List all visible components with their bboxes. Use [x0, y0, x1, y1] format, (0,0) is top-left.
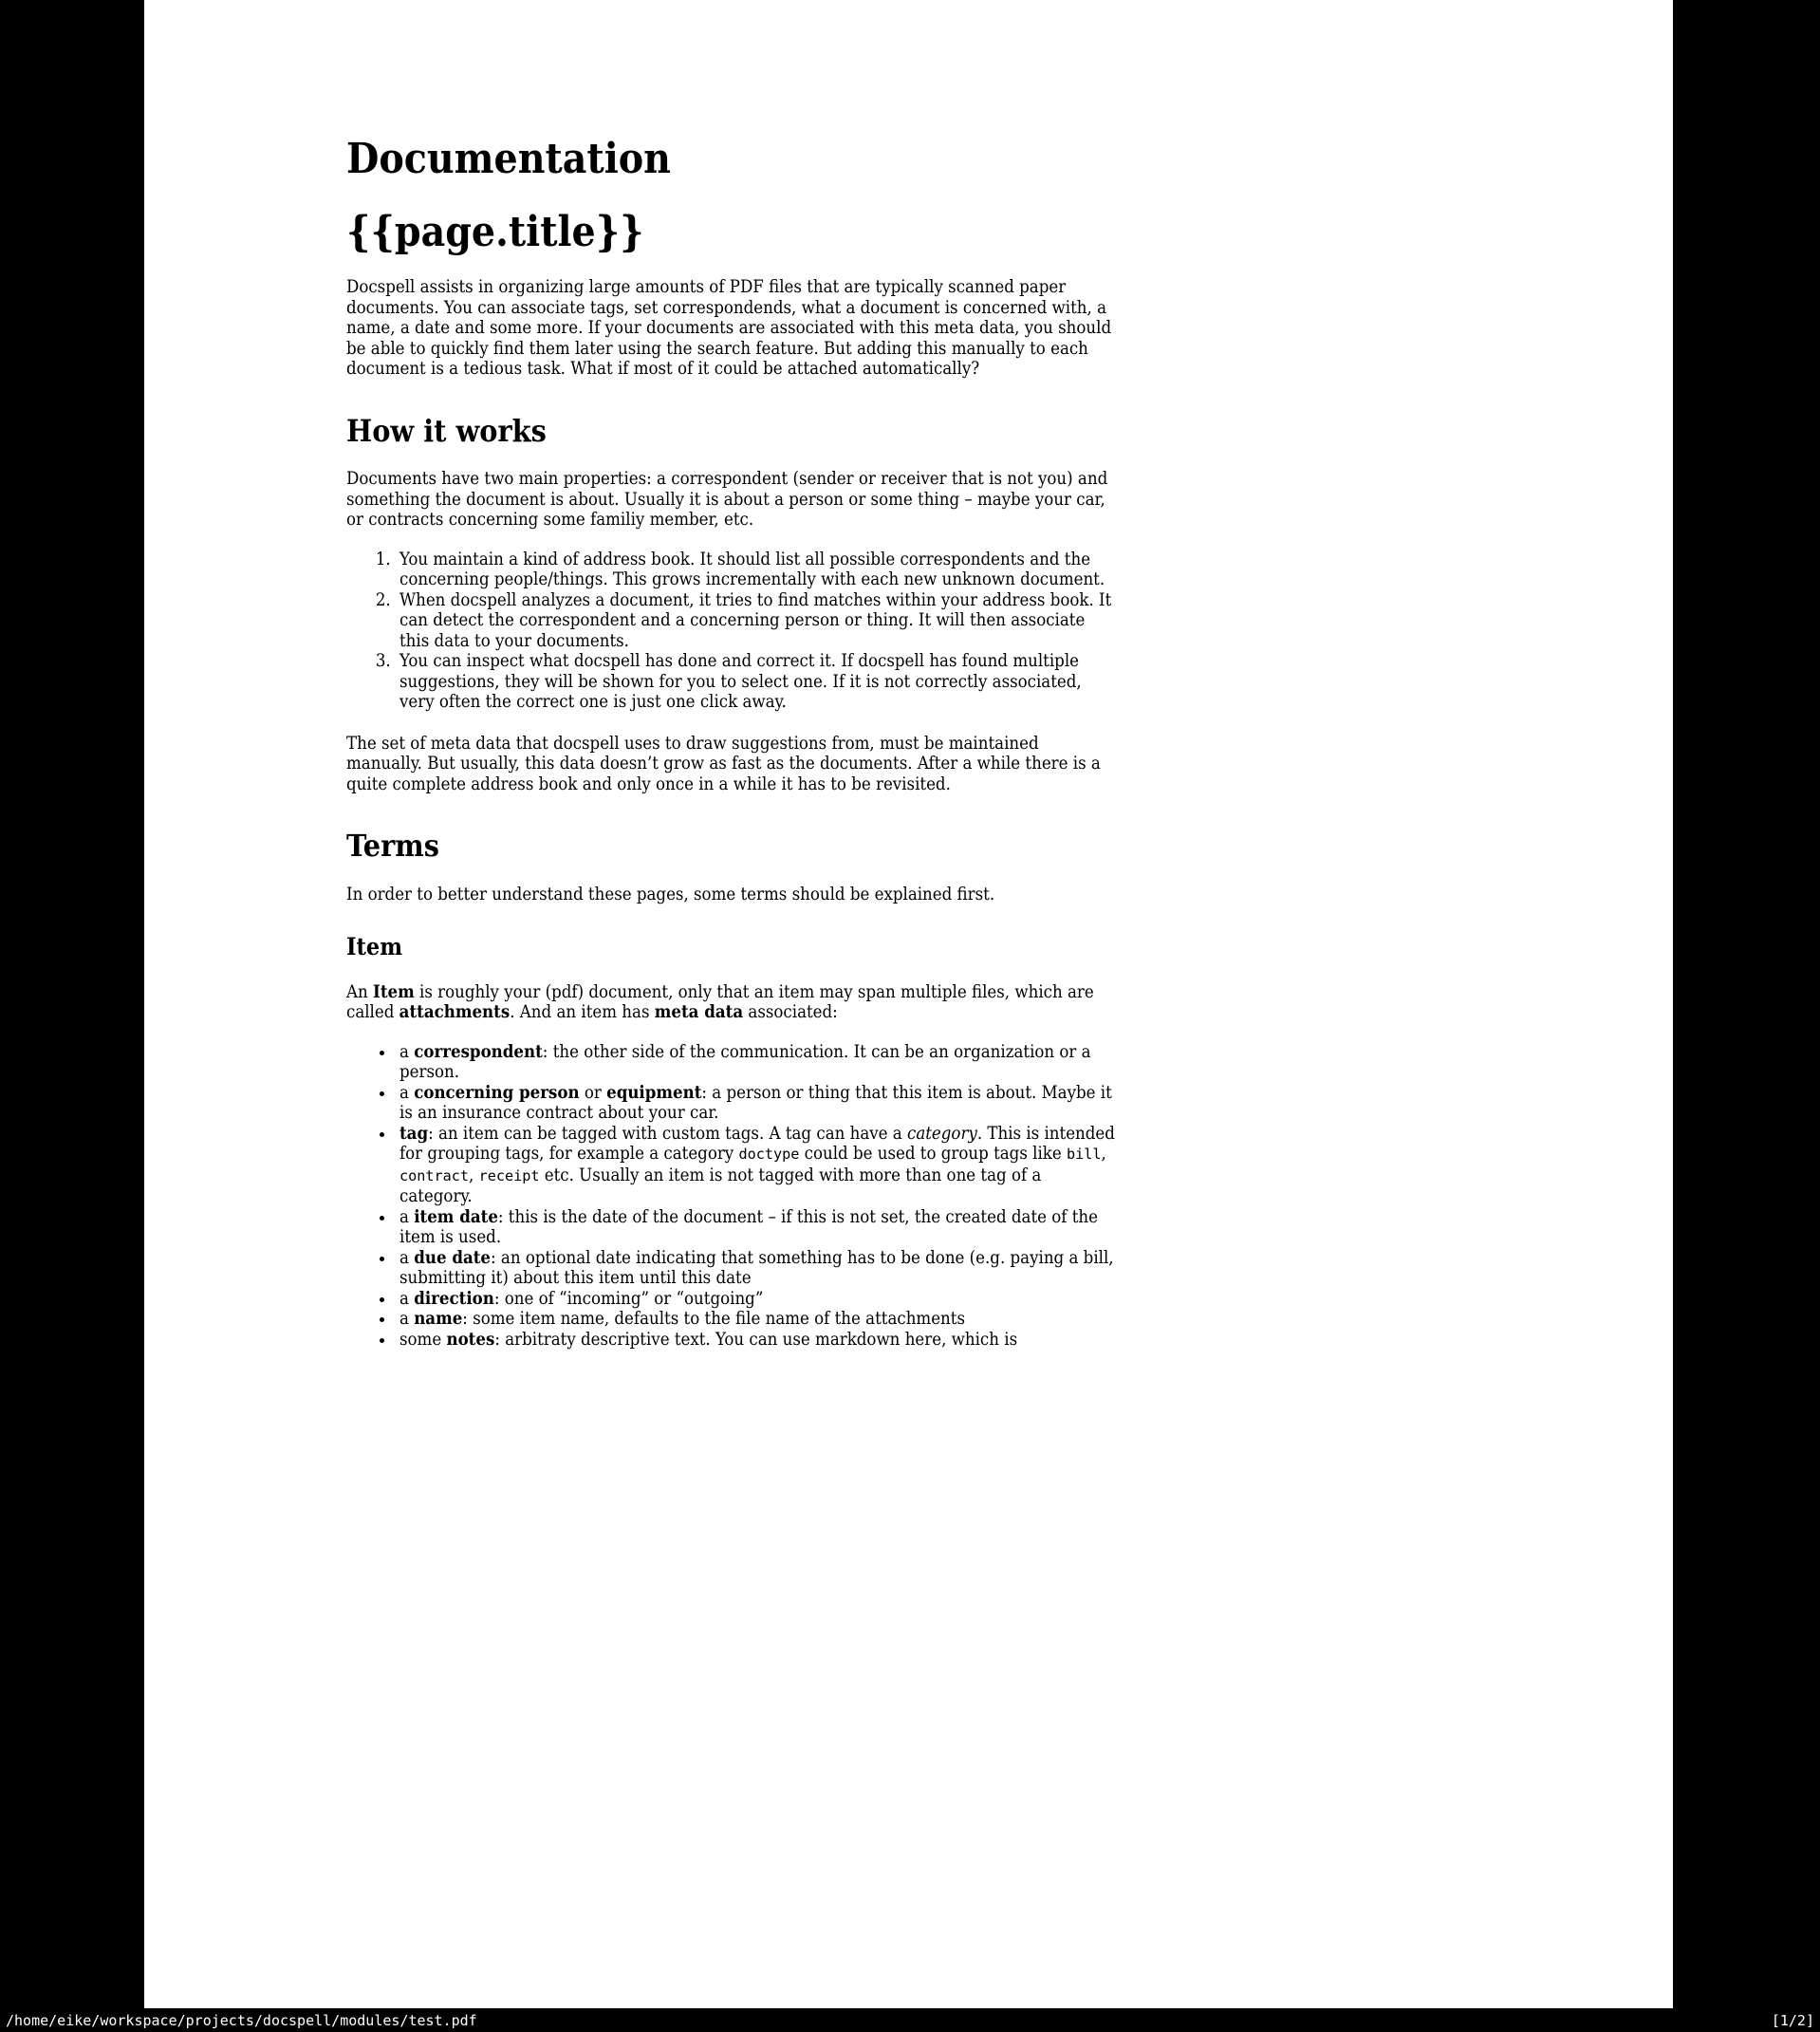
text-run: Item [346, 932, 403, 960]
list-item [396, 1207, 1115, 1248]
heading-h1 [346, 209, 1115, 257]
code-span: bill [1067, 1146, 1102, 1164]
list-item [396, 1042, 1115, 1083]
text-run: The set of meta data that docspell uses to draw suggestions from, must be maintained manually. But usually, this data doesn’t grow as fast as the documents. After a while there is a quite complete address book and only once in a while it has to be revisited. [346, 733, 1101, 794]
text-run: When docspell analyzes a document, it tries to find matches within your address book. It can detect the correspondent and a concerning person or thing. It will then associate this data to your documents. [399, 589, 1112, 651]
text-run: some [399, 1329, 447, 1350]
text-run: is roughly your (pdf) document, only that an item may span multiple files, which are called [346, 981, 1094, 1023]
paragraph [346, 885, 1115, 905]
text-run: How it works [346, 412, 547, 449]
text-run: a [399, 1206, 415, 1227]
list-item [396, 651, 1115, 713]
list-item [396, 1330, 1115, 1351]
heading-h2 [346, 829, 1115, 864]
text-run: a [399, 1247, 415, 1268]
list-item [396, 590, 1115, 652]
list-item [396, 1124, 1115, 1207]
list-item [396, 550, 1115, 590]
bullet-list [346, 1042, 1115, 1351]
text-run: etc. Usually an item is not tagged with more than one tag of a category. [399, 1165, 1042, 1207]
text-run: You can inspect what docspell has done and correct it. If docspell has found multiple suggestions, they will be shown for you to select one. If it is not correctly associated, very often the correct one is just one click away. [399, 651, 1082, 713]
text-run: Documents have two main properties: a correspondent (sender or receiver that is not you) and something the document is about. Usually it is about a person or some thing – maybe your car, or contracts concerning some familiy member, etc. [346, 469, 1108, 531]
bold-text: notes [446, 1329, 495, 1350]
heading-h3 [346, 934, 1115, 961]
paragraph [346, 982, 1115, 1023]
paragraph [346, 734, 1115, 795]
code-span: contract [399, 1166, 469, 1184]
heading-h2 [346, 414, 1115, 449]
text-run: a [399, 1082, 415, 1103]
text-run: An [346, 981, 374, 1002]
text-run: a [399, 1041, 415, 1062]
bold-text: attachments [399, 1002, 511, 1023]
text-run: {{page.title}} [346, 207, 644, 256]
pdf-page [144, 0, 1673, 2008]
text-run: : some item name, defaults to the file name of the attachments [462, 1309, 965, 1330]
list-item [396, 1289, 1115, 1310]
list-item [396, 1083, 1115, 1124]
code-span: doctype [738, 1146, 800, 1164]
list-item [396, 1309, 1115, 1330]
bold-text: equipment [606, 1082, 702, 1103]
heading-h1 [346, 136, 1115, 184]
text-run: In order to better understand these pages, some terms should be explained first. [346, 885, 995, 905]
bold-text: tag [399, 1123, 429, 1144]
bold-text: meta data [654, 1002, 744, 1023]
status-bar [0, 2008, 1820, 2032]
text-run: Documentation [346, 135, 671, 183]
code-span: receipt [478, 1166, 540, 1184]
text-run: : arbitraty descriptive text. You can use markdown here, which is [494, 1329, 1018, 1350]
text-run: . And an item has [510, 1002, 655, 1023]
bold-text: direction [414, 1288, 494, 1309]
list-item [396, 1248, 1115, 1289]
text-run: , [469, 1165, 479, 1185]
bold-text: concerning person [414, 1082, 580, 1103]
text-run: could be used to group tags like [799, 1144, 1067, 1165]
page-indicator: [1/2] [1771, 2011, 1814, 2029]
bold-text: Item [373, 981, 415, 1002]
text-run: : this is the date of the document – if this is not set, the created date of the item is used. [399, 1206, 1098, 1248]
bold-text: name [414, 1309, 463, 1330]
paragraph [346, 469, 1115, 531]
text-run: : one of “incoming” or “outgoing” [493, 1288, 764, 1309]
text-run: : the other side of the communication. It can be an organization or a person. [399, 1041, 1091, 1083]
text-run: or [579, 1082, 607, 1103]
italic-text: category [907, 1123, 977, 1144]
text-run: Docspell assists in organizing large amounts of PDF files that are typically scanned paper documents. You can associate tags, set correspondends, what a document is concerned with, a name, a date and some more. If your documents are associated with this meta data, you should be able to quickly find them later using the search feature. But adding this manually to each document is a tedious task. What if most of it could be attached automatically? [346, 277, 1112, 380]
text-run: a [399, 1309, 415, 1330]
text-run: You maintain a kind of address book. It should list all possible correspondents and the concerning people/things. This grows incrementally with each new unknown document. [399, 549, 1105, 590]
ordered-list [346, 550, 1115, 713]
text-run: : an optional date indicating that something has to be done (e.g. paying a bill, submitting it) about this item until this date [399, 1247, 1114, 1289]
text-run: associated: [743, 1002, 838, 1023]
text-run: : an item can be tagged with custom tags. A tag can have a [428, 1123, 907, 1144]
text-run: , [1101, 1144, 1106, 1165]
bold-text: due date [414, 1247, 492, 1268]
bold-text: item date [414, 1206, 498, 1227]
text-run: : a person or thing that this item is about. Maybe it is an insurance contract about your car. [399, 1082, 1112, 1124]
bold-text: correspondent [414, 1041, 543, 1062]
document-content [144, 0, 1131, 1350]
text-run: Terms [346, 828, 439, 865]
text-run: a [399, 1288, 415, 1309]
paragraph [346, 277, 1115, 380]
file-path: /home/eike/workspace/projects/docspell/modules/test.pdf [6, 2011, 477, 2029]
text-run: . This is intended for grouping tags, for example a category [399, 1123, 1115, 1165]
